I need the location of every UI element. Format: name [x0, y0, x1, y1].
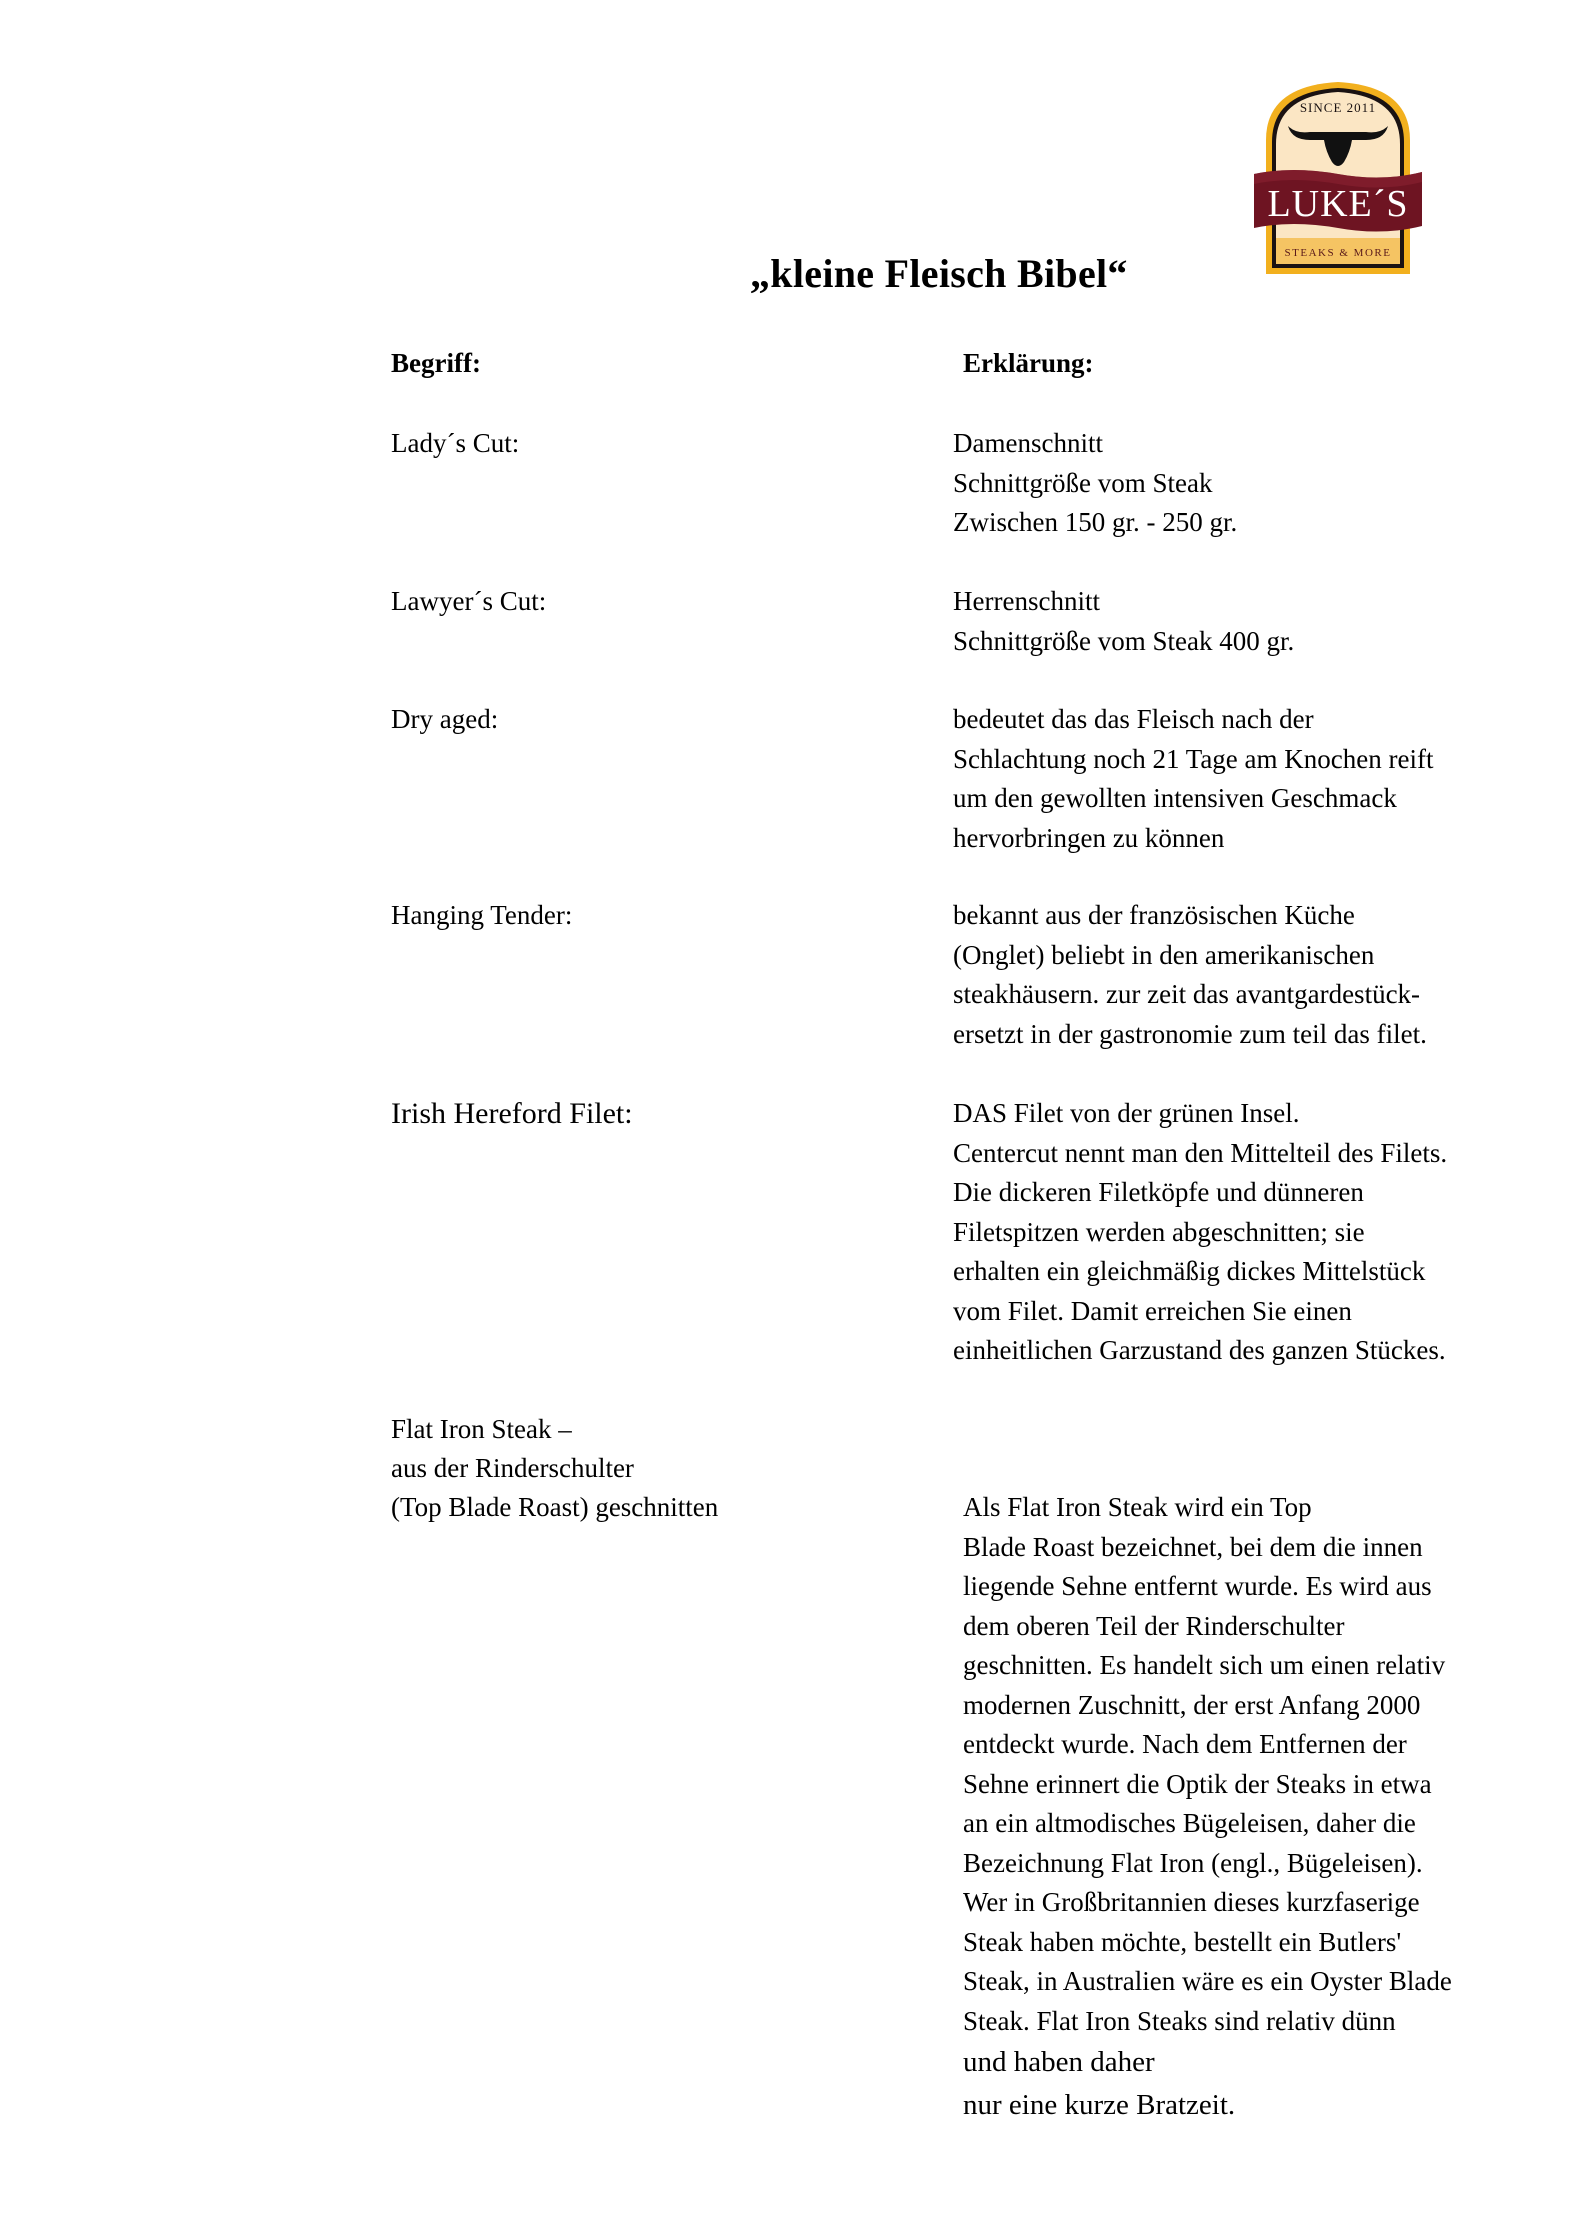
explanation-ladys-cut	[953, 424, 1237, 543]
explanation-line: bedeutet das das Fleisch nach der	[953, 704, 1314, 734]
explanation-line: geschnitten. Es handelt sich um einen relativ	[963, 1650, 1446, 1680]
column-header-explanation: Erklärung:	[963, 348, 1094, 378]
explanation-line: hervorbringen zu können	[953, 822, 1225, 853]
term-lawyers-cut	[391, 582, 546, 621]
explanation-line: nur eine kurze Bratzeit.	[963, 2089, 1236, 2121]
explanation-line: Wer in Großbritannien dieses kurzfaserige	[963, 1887, 1420, 1917]
explanation-line: entdeckt wurde. Nach dem Entfernen der	[963, 1729, 1407, 1759]
explanation-line: Filetspitzen werden abgeschnitten; sie	[953, 1216, 1365, 1247]
term-irish-hereford-filet	[391, 1094, 633, 1133]
explanation-line: Schnittgröße vom Steak 400 gr.	[953, 625, 1295, 656]
explanation-line: Centercut nennt man den Mittelteil des Filets.	[953, 1137, 1448, 1168]
explanation-line: Steak, in Australien wäre es ein Oyster Blade	[963, 1966, 1452, 1996]
logo-tagline-text: STEAKS & MORE	[1284, 247, 1392, 259]
explanation-line: Damenschnitt	[953, 428, 1103, 458]
explanation-dry-aged	[953, 700, 1433, 858]
explanation-line: Herrenschnitt	[953, 586, 1100, 616]
explanation-line: Zwischen 150 gr. - 250 gr.	[953, 507, 1238, 537]
explanation-line: Steak haben möchte, bestellt ein Butlers'	[963, 1926, 1402, 1957]
explanation-line: Schlachtung noch 21 Tage am Knochen reift	[953, 743, 1434, 774]
explanation-line: DAS Filet von der grünen Insel.	[953, 1098, 1300, 1128]
column-header-term: Begriff:	[391, 348, 481, 378]
term-line: Lawyer´s Cut:	[391, 586, 547, 616]
explanation-line: bekannt aus der französischen Küche	[953, 900, 1355, 930]
term-line: Lady´s Cut:	[391, 428, 520, 458]
explanation-lawyers-cut	[953, 582, 1294, 661]
term-line: (Top Blade Roast) geschnitten	[391, 1492, 719, 1522]
term-line: aus der Rinderschulter	[391, 1453, 634, 1483]
explanation-line: und haben daher	[963, 2046, 1155, 2078]
explanation-line: an ein altmodisches Bügeleisen, daher die	[963, 1808, 1416, 1838]
explanation-line: dem oberen Teil der Rinderschulter	[963, 1610, 1345, 1641]
term-ladys-cut	[391, 424, 519, 463]
explanation-line: Sehne erinnert die Optik der Steaks in etwa	[963, 1768, 1432, 1799]
explanation-line: ersetzt in der gastronomie zum teil das filet.	[953, 1018, 1427, 1049]
explanation-line: liegende Sehne entfernt wurde. Es wird aus	[963, 1571, 1432, 1601]
explanation-irish-hereford-filet	[953, 1094, 1447, 1371]
explanation-hanging-tender	[953, 896, 1427, 1054]
logo-name-text: LUKE´S	[1267, 183, 1409, 225]
explanation-line: Blade Roast bezeichnet, bei dem die innen	[963, 1531, 1423, 1562]
term-hanging-tender	[391, 896, 572, 935]
explanation-line: (Onglet) beliebt in den amerikanischen	[953, 939, 1375, 970]
explanation-line: steakhäusern. zur zeit das avantgardestück-	[953, 979, 1421, 1009]
lukes-logo	[1252, 78, 1424, 274]
term-flat-iron-steak	[391, 1410, 718, 1527]
explanation-line: Als Flat Iron Steak wird ein Top	[963, 1492, 1312, 1522]
term-line: Irish Hereford Filet:	[391, 1097, 633, 1130]
term-dry-aged	[391, 700, 498, 739]
logo-since-text: SINCE 2011	[1299, 100, 1377, 115]
term-line: Flat Iron Steak –	[391, 1414, 572, 1444]
explanation-flat-iron-steak	[963, 1488, 1452, 2127]
explanation-line: modernen Zuschnitt, der erst Anfang 2000	[963, 1689, 1421, 1720]
explanation-line: vom Filet. Damit erreichen Sie einen	[953, 1295, 1352, 1326]
page-title: „kleine Fleisch Bibel“	[750, 251, 1128, 296]
explanation-line: um den gewollten intensiven Geschmack	[953, 783, 1397, 813]
explanation-line: einheitlichen Garzustand des ganzen Stückes.	[953, 1335, 1446, 1365]
explanation-line: Schnittgröße vom Steak	[953, 467, 1213, 498]
term-line: Dry aged:	[391, 704, 499, 734]
explanation-line: Steak. Flat Iron Steaks sind relativ dünn	[963, 2005, 1396, 2036]
explanation-line: Die dickeren Filetköpfe und dünneren	[953, 1177, 1364, 1207]
logo-badge-icon	[1252, 78, 1424, 274]
explanation-line: erhalten ein gleichmäßig dickes Mittelstück	[953, 1256, 1426, 1286]
term-line: Hanging Tender:	[391, 900, 573, 930]
explanation-line: Bezeichnung Flat Iron (engl., Bügeleisen).	[963, 1847, 1423, 1878]
